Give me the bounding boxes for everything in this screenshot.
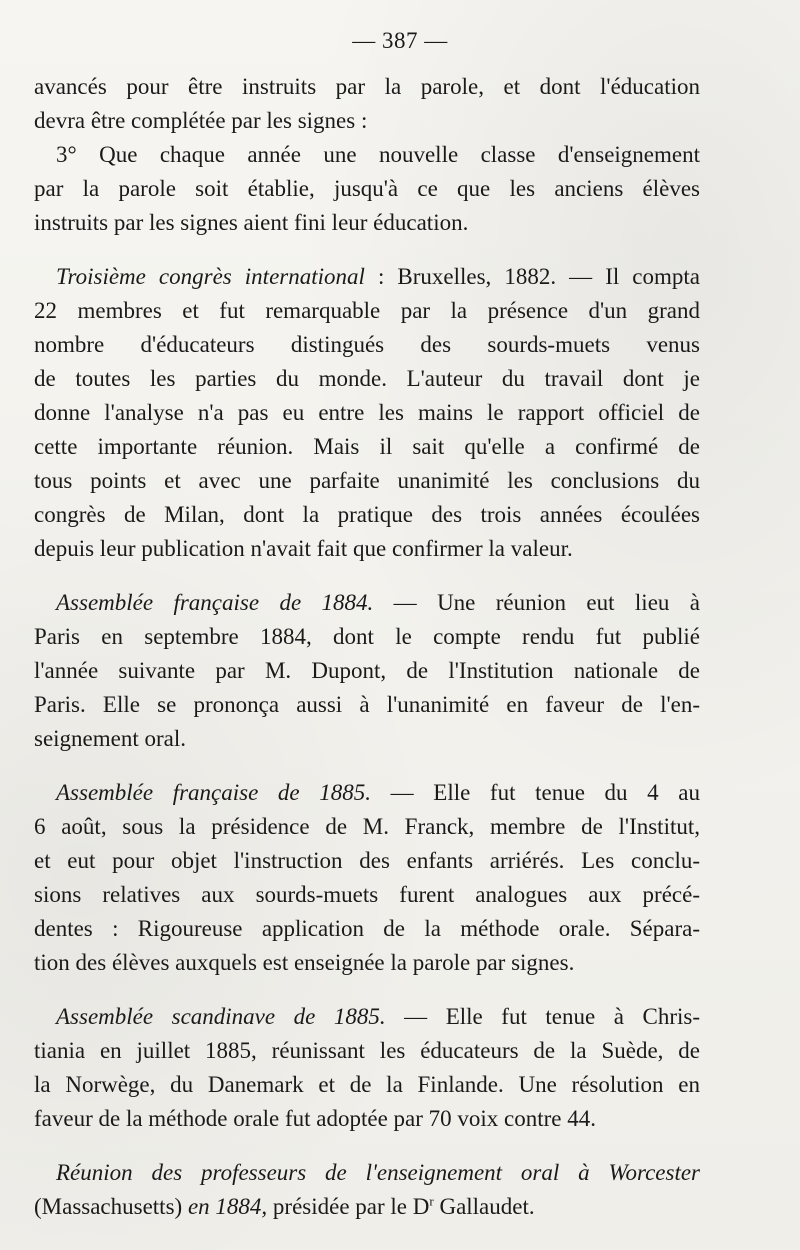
text-line: sions relatives aux sourds-muets furent analogues aux précé- (34, 882, 700, 907)
text-line: donne l'analyse n'a pas eu entre les mains le rapport officiel de (34, 400, 700, 425)
text-line: par la parole soit établie, jusqu'à ce que les anciens élèves (34, 176, 700, 201)
text-line: 22 membres et fut remarquable par la présence d'un grand (34, 298, 700, 323)
paragraph-french-assembly-1884 (34, 586, 700, 756)
text-line: devra être complétée par les signes : (34, 108, 368, 133)
text-line: tous points et avec une parfaite unanimité les conclusions du (34, 468, 700, 493)
text-line (34, 260, 700, 294)
text-line: instruits par les signes aient fini leur éducation. (34, 210, 469, 235)
section-heading: Réunion des professeurs de l'enseignement oral à Worcester (56, 1160, 700, 1185)
paragraph-item-3 (34, 138, 700, 240)
paragraph-french-assembly-1885 (34, 776, 700, 980)
text-line: cette importante réunion. Mais il sait qu'elle a confirmé de (34, 434, 700, 459)
page-number: — 387 — (352, 28, 448, 53)
text-line: tiania en juillet 1885, réunissant les éducateurs de la Suède, de (34, 1038, 700, 1063)
text-segment: Gallaudet. (433, 1194, 535, 1219)
section-heading: Assemblée française de 1884. (56, 590, 374, 615)
heading-rest: — Une réunion eut lieu à (373, 590, 700, 615)
text-line: nombre d'éducateurs distingués des sourds-muets venus (34, 332, 700, 357)
paragraph-gap (34, 980, 700, 1000)
section-heading: Assemblée scandinave de 1885. (56, 1004, 386, 1029)
text-line: avancés pour être instruits par la parole, et dont l'éducation (34, 74, 700, 99)
paragraph-gap (34, 240, 700, 260)
text-line (34, 1000, 700, 1034)
paragraph-scandinavian-assembly-1885 (34, 1000, 700, 1136)
text-line: 6 août, sous la présidence de M. Franck, membre de l'Institut, (34, 814, 700, 839)
text-line: l'année suivante par M. Dupont, de l'Institution nationale de (34, 658, 700, 683)
body-text (34, 70, 700, 1224)
section-heading: Assemblée française de 1885. (56, 780, 372, 805)
text-line: congrès de Milan, dont la pratique des trois années écoulées (34, 502, 700, 527)
text-line: 3° Que chaque année une nouvelle classe d'enseignement (56, 142, 700, 167)
text-line: depuis leur publication n'avait fait que confirmer la valeur. (34, 536, 573, 561)
paragraph-worcester-meeting (34, 1156, 700, 1224)
text-line: tion des élèves auxquels est enseignée la parole par signes. (34, 950, 575, 975)
text-segment: présidée par le D (267, 1194, 430, 1219)
paragraph-gap (34, 756, 700, 776)
text-line (34, 586, 700, 620)
heading-rest: : Bruxelles, 1882. — Il compta (364, 264, 700, 289)
text-line (34, 776, 700, 810)
paragraph-brussels-1882 (34, 260, 700, 566)
heading-rest: — Elle fut tenue du 4 au (371, 780, 700, 805)
text-line (34, 1190, 700, 1224)
paragraph-gap (34, 1136, 700, 1156)
text-line: la Norwège, du Danemark et de la Finlande. Une résolution en (34, 1072, 700, 1097)
text-line: seignement oral. (34, 726, 187, 751)
text-line: Paris en septembre 1884, dont le compte rendu fut publié (34, 624, 700, 649)
text-line: et eut pour objet l'instruction des enfants arriérés. Les conclu- (34, 848, 700, 873)
text-line: dentes : Rigoureuse application de la méthode orale. Sépara- (34, 916, 700, 941)
superscript: r (429, 1193, 434, 1209)
text-segment-italic: en 1884, (187, 1194, 268, 1219)
heading-rest: — Elle fut tenue à Chris- (385, 1004, 700, 1029)
paragraph-continuation (34, 70, 700, 138)
section-heading: Troisième congrès international (56, 264, 365, 289)
text-line: de toutes les parties du monde. L'auteur du travail dont je (34, 366, 700, 391)
text-line: faveur de la méthode orale fut adoptée par 70 voix contre 44. (34, 1106, 596, 1131)
text-segment: (Massachusetts) (34, 1194, 188, 1219)
text-line: Paris. Elle se prononça aussi à l'unanimité en faveur de l'en- (34, 692, 700, 717)
paragraph-gap (34, 566, 700, 586)
